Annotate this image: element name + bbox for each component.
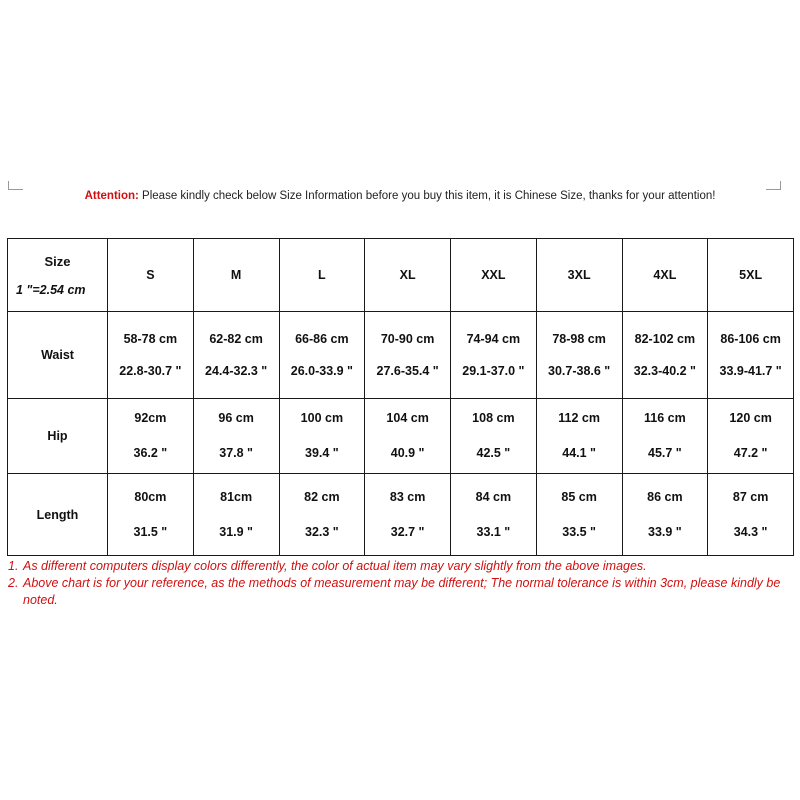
hip-inch-4xl: 45.7 " [648, 446, 682, 460]
hip-cm-xxl: 108 cm [472, 411, 515, 425]
size-header-3xl: 3XL [536, 239, 622, 312]
hip-cm-3xl: 112 cm [558, 411, 600, 425]
size-notes [8, 558, 788, 609]
hip-cell-l [279, 399, 365, 474]
hip-inch-s: 36.2 " [133, 446, 168, 460]
length-inch-5xl: 34.3 " [733, 524, 768, 539]
hip-cell-3xl [536, 399, 622, 474]
waist-inch-3xl: 30.7-38.6 " [548, 363, 611, 378]
size-header-l: L [279, 239, 365, 312]
length-cell-xxl [451, 474, 537, 556]
hip-cell-5xl [708, 399, 794, 474]
hip-cm-4xl: 116 cm [644, 411, 686, 425]
length-cell-3xl [536, 474, 622, 556]
size-header-xxl: XXL [451, 239, 537, 312]
hip-inch-l: 39.4 " [305, 446, 339, 460]
attention-text: Please kindly check below Size Information before you buy this item, it is Chinese Size, thanks for your attention! [138, 190, 716, 202]
length-cell-s [108, 474, 194, 556]
waist-cell-5xl [708, 312, 794, 399]
size-label: Size [44, 253, 71, 269]
waist-cm-l: 66-86 cm [295, 331, 349, 346]
size-header-cell [8, 239, 108, 312]
note-item [8, 558, 788, 575]
length-cell-m [193, 474, 279, 556]
waist-cell-4xl [622, 312, 708, 399]
hip-cm-s: 92cm [134, 411, 167, 425]
hip-cell-s [108, 399, 194, 474]
size-header-m: M [193, 239, 279, 312]
waist-inch-xxl: 29.1-37.0 " [462, 363, 525, 378]
waist-cell-xl [365, 312, 451, 399]
attention-label: Attention: [84, 190, 139, 202]
size-header-row [8, 239, 794, 312]
hip-cell-xl [365, 399, 451, 474]
page-corner-mark-right [766, 181, 781, 190]
hip-cm-l: 100 cm [300, 411, 344, 425]
size-header-xl: XL [365, 239, 451, 312]
waist-inch-l: 26.0-33.9 " [290, 363, 353, 378]
hip-row-label: Hip [8, 399, 108, 474]
hip-inch-5xl: 47.2 " [733, 446, 768, 460]
hip-cell-m [193, 399, 279, 474]
length-cm-5xl: 87 cm [732, 489, 769, 504]
length-cm-s: 80cm [134, 489, 167, 504]
length-cell-l [279, 474, 365, 556]
length-inch-4xl: 33.9 " [648, 524, 682, 539]
size-header-s: S [108, 239, 194, 312]
page-corner-mark-left [8, 181, 23, 190]
waist-cm-5xl: 86-106 cm [720, 331, 781, 346]
waist-cell-xxl [451, 312, 537, 399]
hip-row [8, 399, 794, 474]
hip-cm-5xl: 120 cm [729, 411, 772, 425]
length-inch-xxl: 33.1 " [476, 524, 511, 539]
length-cell-5xl [708, 474, 794, 556]
length-cm-3xl: 85 cm [561, 489, 597, 504]
waist-cm-xxl: 74-94 cm [466, 331, 521, 346]
waist-row-label: Waist [8, 312, 108, 399]
waist-inch-xl: 27.6-35.4 " [376, 363, 439, 378]
hip-cell-xxl [451, 399, 537, 474]
length-inch-m: 31.9 " [219, 524, 253, 539]
waist-cell-s [108, 312, 194, 399]
waist-cell-l [279, 312, 365, 399]
length-inch-3xl: 33.5 " [562, 524, 596, 539]
hip-cell-4xl [622, 399, 708, 474]
waist-cm-4xl: 82-102 cm [634, 331, 696, 346]
length-cm-xl: 83 cm [389, 489, 426, 504]
size-chart-table [7, 238, 794, 556]
size-header-5xl: 5XL [708, 239, 794, 312]
waist-cm-m: 62-82 cm [209, 331, 263, 346]
note-number: 2. [8, 576, 19, 590]
hip-inch-m: 37.8 " [219, 446, 253, 460]
length-cm-xxl: 84 cm [475, 489, 512, 504]
hip-cm-m: 96 cm [218, 411, 254, 425]
note-item [8, 575, 788, 609]
hip-inch-xxl: 42.5 " [476, 446, 511, 460]
hip-inch-xl: 40.9 " [390, 446, 425, 460]
waist-inch-4xl: 32.3-40.2 " [633, 363, 696, 378]
note-text: Above chart is for your reference, as the methods of measurement may be different; The normal tolerance is within 3cm, please kindly be noted. [23, 576, 781, 607]
length-cell-xl [365, 474, 451, 556]
note-text: As different computers display colors differently, the color of actual item may vary slightly from the above images. [23, 559, 647, 573]
waist-cell-m [193, 312, 279, 399]
note-number: 1. [8, 559, 19, 573]
hip-cm-xl: 104 cm [386, 411, 429, 425]
length-row [8, 474, 794, 556]
waist-row [8, 312, 794, 399]
waist-cm-3xl: 78-98 cm [552, 331, 606, 346]
waist-cell-3xl [536, 312, 622, 399]
length-cell-4xl [622, 474, 708, 556]
waist-inch-m: 24.4-32.3 " [205, 363, 268, 378]
size-header-4xl: 4XL [622, 239, 708, 312]
waist-inch-s: 22.8-30.7 " [119, 363, 182, 378]
hip-inch-3xl: 44.1 " [562, 446, 596, 460]
waist-inch-5xl: 33.9-41.7 " [719, 363, 782, 378]
length-cm-l: 82 cm [304, 489, 340, 504]
waist-cm-xl: 70-90 cm [380, 331, 435, 346]
length-row-label: Length [8, 474, 108, 556]
attention-notice [0, 190, 800, 202]
length-cm-4xl: 86 cm [647, 489, 683, 504]
length-inch-xl: 32.7 " [390, 524, 425, 539]
length-inch-s: 31.5 " [133, 524, 168, 539]
length-cm-m: 81cm [220, 489, 253, 504]
length-inch-l: 32.3 " [305, 524, 339, 539]
inch-conversion-note: 1 "=2.54 cm [16, 282, 86, 297]
waist-cm-s: 58-78 cm [123, 331, 178, 346]
